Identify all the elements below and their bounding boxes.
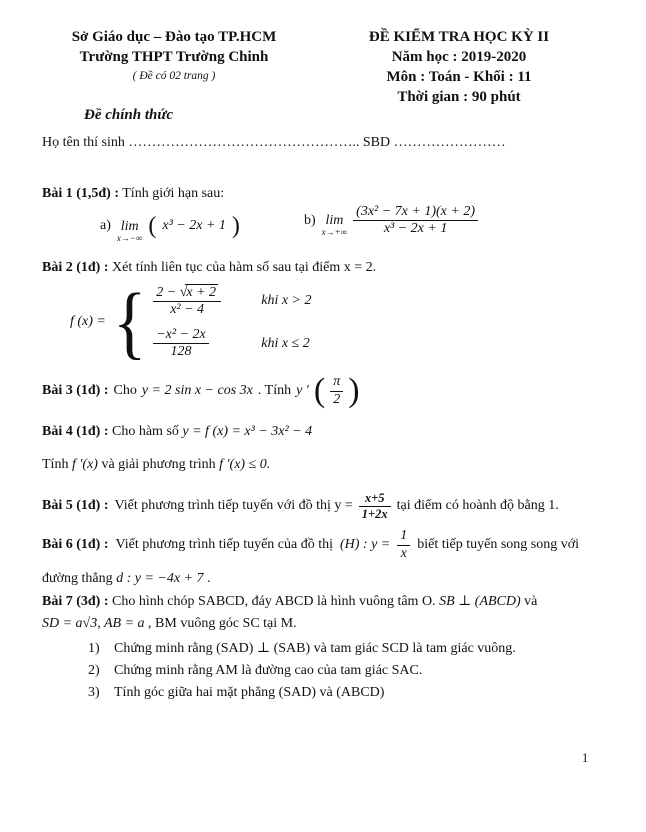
duration: Thời gian : 90 phút <box>397 89 521 105</box>
problem-2-title: Bài 2 (1đ) : <box>42 260 109 275</box>
paren-close: ) <box>231 213 240 239</box>
school-name: Trường THPT Trường Chinh <box>79 49 269 65</box>
list-item <box>88 638 516 660</box>
problem-7-line1-text: Cho hình chóp SABCD, đáy ABCD là hình vuông tâm O. <box>112 594 436 609</box>
problem-1-formulas <box>42 202 608 254</box>
problem-1b-label: b) <box>304 212 316 228</box>
case-2-condition: khi x ≤ 2 <box>261 335 310 351</box>
problem-3-text1: Cho <box>113 383 137 398</box>
candidate-name-label: Họ tên thí sinh <box>42 135 125 150</box>
problem-4-line2-pre: Tính <box>42 457 69 472</box>
problem-6-line1 <box>42 526 579 564</box>
problem-6-line2 <box>42 568 211 589</box>
one-over-x-fraction: $\frac{1}{x}$ <box>397 528 410 561</box>
h-graph-label: (H) : y = <box>340 537 391 552</box>
problem-2-text: Xét tính liên tục của hàm số sau tại điểm x = 2. <box>112 260 377 275</box>
case-1-condition: khi x > 2 <box>261 292 312 308</box>
problem-7-line1 <box>42 591 537 612</box>
problem-7-line1-end: và <box>524 594 538 609</box>
sqrt-icon: √ <box>179 284 188 300</box>
problem-4-title: Bài 4 (1đ) : <box>42 424 109 439</box>
problem-6-title: Bài 6 (1đ) : <box>42 537 109 552</box>
problem-4-line2 <box>42 454 270 475</box>
paren-close: ) <box>348 372 360 409</box>
list-item <box>88 660 516 682</box>
pages-note: ( Đề có 02 trang ) <box>132 70 216 82</box>
exam-title-block <box>325 27 593 107</box>
sd-ab-values: SD = a√3, AB = a <box>42 616 145 631</box>
sbd-label: SBD <box>362 135 391 150</box>
candidate-name-dots: ………………………………………….. <box>128 135 360 150</box>
list-item-text: Chứng minh rằng AM là đường cao của tam giác SAC. <box>114 663 423 678</box>
problem-7-line2 <box>42 613 297 634</box>
school-header-block <box>50 27 298 85</box>
case-1-fraction: $\frac{2 - √x + 2}{\text{x² − 4}}$ <box>153 284 221 318</box>
problem-3-formula: y = 2 sin x − cos 3x <box>141 383 253 398</box>
school-year: Năm học : 2019-2020 <box>391 49 527 65</box>
case-2-fraction: $\frac{\text{−x² − 2x}}{128}$ <box>153 327 209 360</box>
problem-1b-fraction: $\frac{\text{(3x² − 7x + 1)(x + 2)}}{\text{x³ − 2x + 1}}$ <box>353 204 478 237</box>
problem-3-title: Bài 3 (1đ) : <box>42 383 109 398</box>
problem-1-text: Tính giới hạn sau: <box>122 186 225 201</box>
problem-4-title-line <box>42 421 312 442</box>
sb-perpendicular: SB ⊥ (ABCD) <box>439 594 521 609</box>
f-prime-inequality: f ′(x) ≤ 0. <box>219 457 271 472</box>
page-number: 1 <box>582 751 589 765</box>
candidate-line <box>42 135 608 151</box>
list-item <box>88 682 516 704</box>
paren-open: ( <box>313 372 326 409</box>
sbd-dots: …………………… <box>393 135 506 150</box>
function-label: f (x) = <box>70 314 106 329</box>
piecewise-brace: { <box>112 276 147 368</box>
problem-4-line2-mid: và giải phương trình <box>101 457 216 472</box>
problem-1-title-line <box>42 183 224 204</box>
problem-6-text1: Viết phương trình tiếp tuyến của đồ thị <box>115 537 333 552</box>
list-item-number: 2) <box>88 663 100 678</box>
problem-2-title-line <box>42 257 376 278</box>
list-item-text: Chứng minh rằng (SAD) ⊥ (SAB) và tam giác SCD là tam giác vuông. <box>114 641 516 656</box>
list-item-text: Tính góc giữa hai mặt phẳng (SAD) và (ABCD) <box>114 685 385 700</box>
problem-1a <box>100 213 240 243</box>
case-2 <box>153 327 311 360</box>
official-exam-label: Đề chính thức <box>84 107 173 123</box>
problem-4-text1: Cho hàm số <box>112 424 179 439</box>
line-d-equation: d : y = −4x + 7 <box>116 571 204 586</box>
problem-7-line2-text: , BM vuông góc SC tại M. <box>148 616 297 631</box>
problem-7-title: Bài 7 (3đ) : <box>42 594 109 609</box>
list-item-number: 3) <box>88 685 100 700</box>
problem-6-text2: biết tiếp tuyến song song với <box>417 537 580 552</box>
problem-6-line2-pre: đường thẳng <box>42 571 113 586</box>
problem-5-line <box>42 488 559 524</box>
problem-5-text2: tại điểm có hoành độ bằng 1. <box>396 498 559 513</box>
list-item-number: 1) <box>88 641 100 656</box>
problem-7-list <box>88 638 516 704</box>
limit-operator: lim x→+∞ <box>321 213 348 238</box>
problem-1a-label: a) <box>100 218 111 233</box>
piecewise-cases <box>153 284 311 360</box>
exam-title: ĐỀ KIỂM TRA HỌC KỲ II <box>368 29 550 45</box>
department-name: Sở Giáo dục – Đào tạo TP.HCM <box>71 29 277 45</box>
subject-grade: Môn : Toán - Khối : 11 <box>386 69 532 85</box>
problem-5-title: Bài 5 (1đ) : <box>42 498 109 513</box>
problem-1b <box>304 204 478 237</box>
case-1 <box>153 284 311 318</box>
limit-operator: lim x→−∞ <box>116 218 143 243</box>
paren-open: ( <box>148 213 157 239</box>
problem-2-function <box>70 276 312 368</box>
problem-4-formula: y = f (x) = x³ − 3x² − 4 <box>182 424 313 439</box>
pi-over-2-fraction: $\frac{\pi}{2}$ <box>330 374 343 407</box>
y-prime: y ′ <box>296 383 309 398</box>
problem-3-text2: . Tính <box>257 383 292 398</box>
problem-1-title: Bài 1 (1,5đ) : <box>42 186 119 201</box>
problem-3-line <box>42 368 360 414</box>
problem-1a-expression: x³ − 2x + 1 <box>162 218 226 233</box>
problem-6-line2-end: . <box>207 571 211 586</box>
problem-5-text1: Viết phương trình tiếp tuyến với đồ thị y = <box>114 498 353 513</box>
f-prime-x: f ′(x) <box>71 457 98 472</box>
problem-5-fraction: $\frac{x+5}{1+2x}$ <box>359 491 391 521</box>
